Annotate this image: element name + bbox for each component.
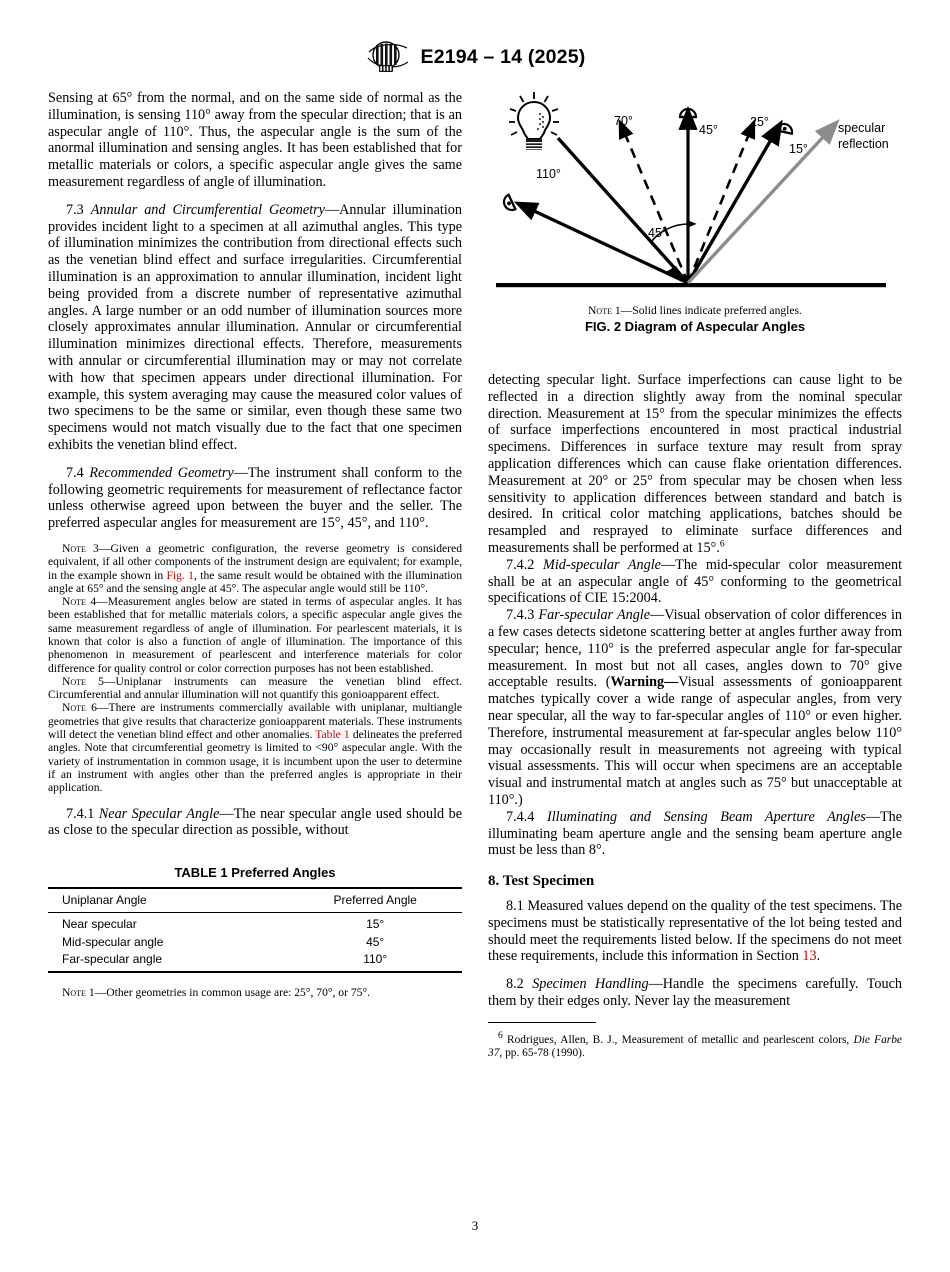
section-8-2-dash: — (648, 976, 663, 993)
label-specular-reflection-line2: reflection (838, 137, 889, 151)
standard-designation: E2194 – 14 (2025) (420, 45, 586, 68)
ray-illumination (558, 138, 688, 283)
section-7-4-dash: — (233, 464, 248, 481)
section-7-4-number: 7.4 (66, 464, 84, 481)
label-15-deg: 15° (789, 142, 808, 156)
note-6-text-b: delineates the preferred angles. Note that circumferential geometry is limited to <90° aspecular angle. With the variety of instrumentation in common usage, it is incumbent upon the user to determine if an instrument with angles other than the preferred angles is appropriate in their application. (48, 728, 463, 795)
cell-angle-name: Near specular (62, 916, 137, 931)
figure-note-label: Note (588, 304, 612, 317)
section-13-link[interactable]: 13 (802, 948, 817, 965)
section-7-4-1-text: The near specular angle used should be as close to the specular direction as possible, without (48, 805, 462, 839)
ray-25-deg (688, 134, 749, 283)
note-6-label: Note (62, 701, 86, 715)
note-4-number: 4— (85, 595, 108, 609)
cell-angle-name: Mid-specular angle (62, 934, 164, 949)
detector-icon (680, 109, 696, 117)
section-7-4-text: The instrument shall conform to the following geometric requirements for measurement of reflectance factor unless otherwise agreed upon between the buyer and the seller. The preferred aspecular angles for measurement are 15°, 45°, and 110°. (48, 464, 462, 532)
section-7-4-1-title: Near Specular Angle (98, 805, 220, 822)
section-7-4-1 (48, 806, 462, 840)
footnote-text-b: , pp. 65-78 (1990). (499, 1047, 585, 1060)
section-8-1-text-b: . (816, 948, 821, 965)
label-specular-reflection-line1: specular (838, 121, 886, 135)
column-header-uniplanar-angle: Uniplanar Angle (48, 888, 288, 912)
cell-angle-value: 45° (366, 934, 385, 949)
note-6 (48, 701, 462, 794)
note-4 (48, 595, 462, 675)
warning-label: Warning— (610, 674, 679, 691)
section-7-4-1-dash: — (219, 805, 234, 822)
note-5-text: Uniplanar instruments can measure the venetian blind effect. Circumferential and annular illumination will not quantify this gonioapparent effect. (48, 674, 462, 702)
section-7-4-4-dash: — (865, 808, 880, 825)
table-row (48, 912, 462, 933)
page-header (0, 40, 950, 74)
section-7-3-number: 7.3 (66, 201, 84, 218)
paragraph-continued (488, 372, 902, 557)
section-8-1-text-a: Measured values depend on the quality of the test specimens. The specimens must be statistically representative of the lot being tested and should meet the requirements listed below. If the specimens do not meet these requirements, include this information in Section (488, 897, 902, 965)
section-7-3-text: Annular illumination provides incident light to a specimen at all azimuthal angles. This type of illumination minimizes the contribution from directional effects such as the venetian blind effect and surface irregularities. Circumferential illumination is an approximation to annular illumination, incident light being provided from a discrete number of representative azimuthal angles. A large number or an odd number of illumination sources more closely approximates annular illumination. Annular or circumferential illumination minimizes directional effects. Therefore, measurements with annular or circumferential illumination may or may not correlate with how that specimen appears under directional illumination. For example, this system averaging may cause the measured color values of two specimens to be the same or similar, even though these same two specimens would not match visually due to the fact that one specimen exhibits the venetian blind effect. (48, 201, 462, 453)
label-45-deg-arc: 45° (648, 226, 667, 240)
footnote-marker: 6 (498, 1031, 503, 1042)
table-note-number: 1— (85, 986, 107, 1000)
specimen-surface (496, 283, 886, 287)
figure-note-text: Solid lines indicate preferred angles. (632, 304, 802, 317)
table-note-text: Other geometries in common usage are: 25°, 70°, or 75°. (106, 986, 370, 1000)
section-7-4-4 (488, 809, 902, 859)
footnote-journal: Die Farbe 37 (488, 1034, 902, 1060)
cell-angle-name: Far-specular angle (48, 951, 288, 972)
section-7-4-3-text-b: Visual assessments of gonioapparent matches typically cover a wide range of aspecular angles, from very near specular, all the way to far-specular angles of 110° or even higher. Therefore, instrumental measurement at far-specular angles below 110° may occasionally result in measurements not agreeing with typical visual assessments. This will occur when specimens are an acceptable visual and instrumental match at angles such as 75° but unacceptable at 110°.) (488, 674, 902, 808)
section-8-2-text: Handle the specimens carefully. Touch them by their edges only. Never lay the measurement (488, 976, 902, 1009)
table-row (48, 951, 462, 972)
label-45-deg-ray: 45° (699, 123, 718, 137)
note-4-label: Note (62, 595, 86, 609)
section-7-4-3 (488, 607, 902, 809)
note-5-label: Note (62, 674, 86, 688)
right-column (488, 372, 902, 1072)
note-6-number: 6— (85, 701, 109, 715)
figure-note (488, 304, 902, 317)
ray-specular-reflection (688, 135, 825, 283)
figure-2 (488, 90, 902, 334)
paragraph-continued-text: detecting specular light. Surface imperfections can cause light to be reflected in a direction slightly away from the nominal specular direction. Measurement at 15° from the specular minimizes the effects of surface imperfections encountered in most practical industrial specimens. Differences in surface texture may result from spray application differences which can cause flake orientation differences. Measurement at 20° or 25° from specular may be chosen when less sensitivity to application differences between standard and batch is desired. In critical color matching applications, batches should be resampled and resprayed to eliminate surface differences and measurements shall be performed at 15°. (488, 372, 902, 556)
section-8-heading: 8. Test Specimen (488, 873, 595, 890)
section-8-2 (488, 976, 902, 1010)
section-7-4 (48, 465, 462, 532)
section-8-1-number: 8.1 (506, 897, 524, 914)
table-1-block (48, 865, 462, 999)
note-3-text-b: , the same result would be obtained with the illumination angle at 65° and the sensing angle at 45°. The aspecular angle would still be 110°. (48, 568, 463, 595)
ray-110-deg (532, 210, 688, 283)
cell-angle-value: 110° (288, 951, 462, 972)
section-7-4-2-text: The mid-specular color measurement shall be at an aspecular angle of 45° conforming to the geometrical specifications of CIE 15:2004. (488, 556, 903, 607)
section-7-4-title: Recommended Geometry (89, 464, 234, 481)
note-5 (48, 675, 462, 702)
section-7-4-3-title: Far-specular Angle (538, 607, 651, 624)
ray-70-deg (625, 134, 688, 283)
table-row (48, 933, 462, 951)
footnote-divider (488, 1022, 596, 1023)
section-7-3-title: Annular and Circumferential Geometry (90, 201, 325, 218)
astm-logo (365, 40, 411, 74)
figure-1-link[interactable]: Fig. 1 (166, 568, 194, 582)
ray-15-deg (688, 138, 772, 283)
page-number: 3 (471, 1218, 479, 1233)
section-8-2-number: 8.2 (506, 976, 524, 993)
section-8-2-title: Specimen Handling (532, 976, 649, 993)
left-column (48, 90, 462, 1011)
section-7-4-3-dash: — (650, 607, 665, 624)
footnote-6 (488, 1031, 902, 1060)
table-1-link[interactable]: Table 1 (315, 728, 350, 742)
note-6-text-a: There are instruments commercially available with uniplanar, multiangle geometries that give results that characterize gonioapparent materials. These instruments will detect the venetian blind effect and other anomalies. (48, 701, 462, 742)
table-1-note (48, 986, 462, 999)
cell-angle-value: 15° (366, 916, 385, 931)
footnote-reference-6[interactable]: 6 (719, 539, 725, 550)
aspecular-angles-diagram (488, 90, 902, 295)
label-110-deg: 110° (536, 167, 561, 181)
section-7-4-2-number: 7.4.2 (506, 556, 535, 573)
note-4-text: Measurement angles below are stated in terms of aspecular angles. It has been established that for metallic materials colors, a specific aspecular angle gives the same measurement regardless of angle of illumination. For pearlescent materials, it is known that color is also a function of angle of illumination. The importance of this phenomenon in measurement of pearlescent and interference materials for color difference for quality control or color correction purposes has not been established. (48, 595, 462, 675)
note-3-text-a: Given a geometric configuration, the reverse geometry is considered equivalent, if all other components of the instrument design are equivalent; for example, in the example shown in (48, 541, 462, 582)
note-3 (48, 542, 462, 595)
section-7-4-2-title: Mid-specular Angle (543, 556, 661, 573)
section-7-4-4-number: 7.4.4 (506, 808, 535, 825)
section-7-3-dash: — (324, 201, 340, 218)
section-7-4-3-number: 7.4.3 (506, 607, 535, 624)
table-note-label: Note (62, 986, 86, 1000)
section-7-3 (48, 202, 462, 454)
section-7-4-1-number: 7.4.1 (66, 805, 95, 822)
table-1 (48, 887, 462, 973)
section-7-4-2 (488, 557, 902, 607)
section-7-4-2-dash: — (660, 556, 676, 573)
note-3-number: 3— (85, 541, 111, 555)
section-7-4-4-text: The illuminating beam aperture angle and the sensing beam aperture angle must be less than 8°. (488, 808, 903, 859)
section-8-1 (488, 898, 902, 965)
footnote-text-a: Rodrigues, Allen, B. J., Measurement of metallic and pearlescent colors, (502, 1034, 854, 1047)
column-header-preferred-angle: Preferred Angle (288, 888, 462, 912)
figure-note-number: 1— (611, 304, 633, 317)
section-7-4-4-title: Illuminating and Sensing Beam Aperture Angles (546, 808, 866, 825)
detector-icon (776, 123, 793, 134)
label-25-deg: 25° (750, 115, 769, 129)
note-5-number: 5— (85, 674, 116, 688)
note-3-label: Note (62, 541, 86, 555)
table-1-title: TABLE 1 Preferred Angles (174, 865, 336, 881)
label-70-deg: 70° (614, 114, 633, 128)
section-7-4-3-text-a: Visual observation of color differences in a few cases detects sidetone scattering better at angles further away from specular; hence, 110° is the preferred aspecular angle for far-specular measurement. In most but not all cases, angles down to 70° give acceptable results. ( (488, 607, 902, 691)
paragraph-continued: Sensing at 65° from the normal, and on the same side of normal as the illumination, is sensing 110° away from the specular direction; that is an aspecular angle of 110°. Thus, the aspecular angle is the sum of the anormal illumination and sensing angles. It has been established that for metallic materials or colors, a specific aspecular angle gives the same measurement regardless of angle of illumination. (48, 90, 462, 190)
table-header-row (48, 888, 462, 912)
detector-icon (501, 195, 515, 213)
figure-caption: FIG. 2 Diagram of Aspecular Angles (584, 319, 806, 334)
light-bulb-icon (509, 92, 559, 150)
